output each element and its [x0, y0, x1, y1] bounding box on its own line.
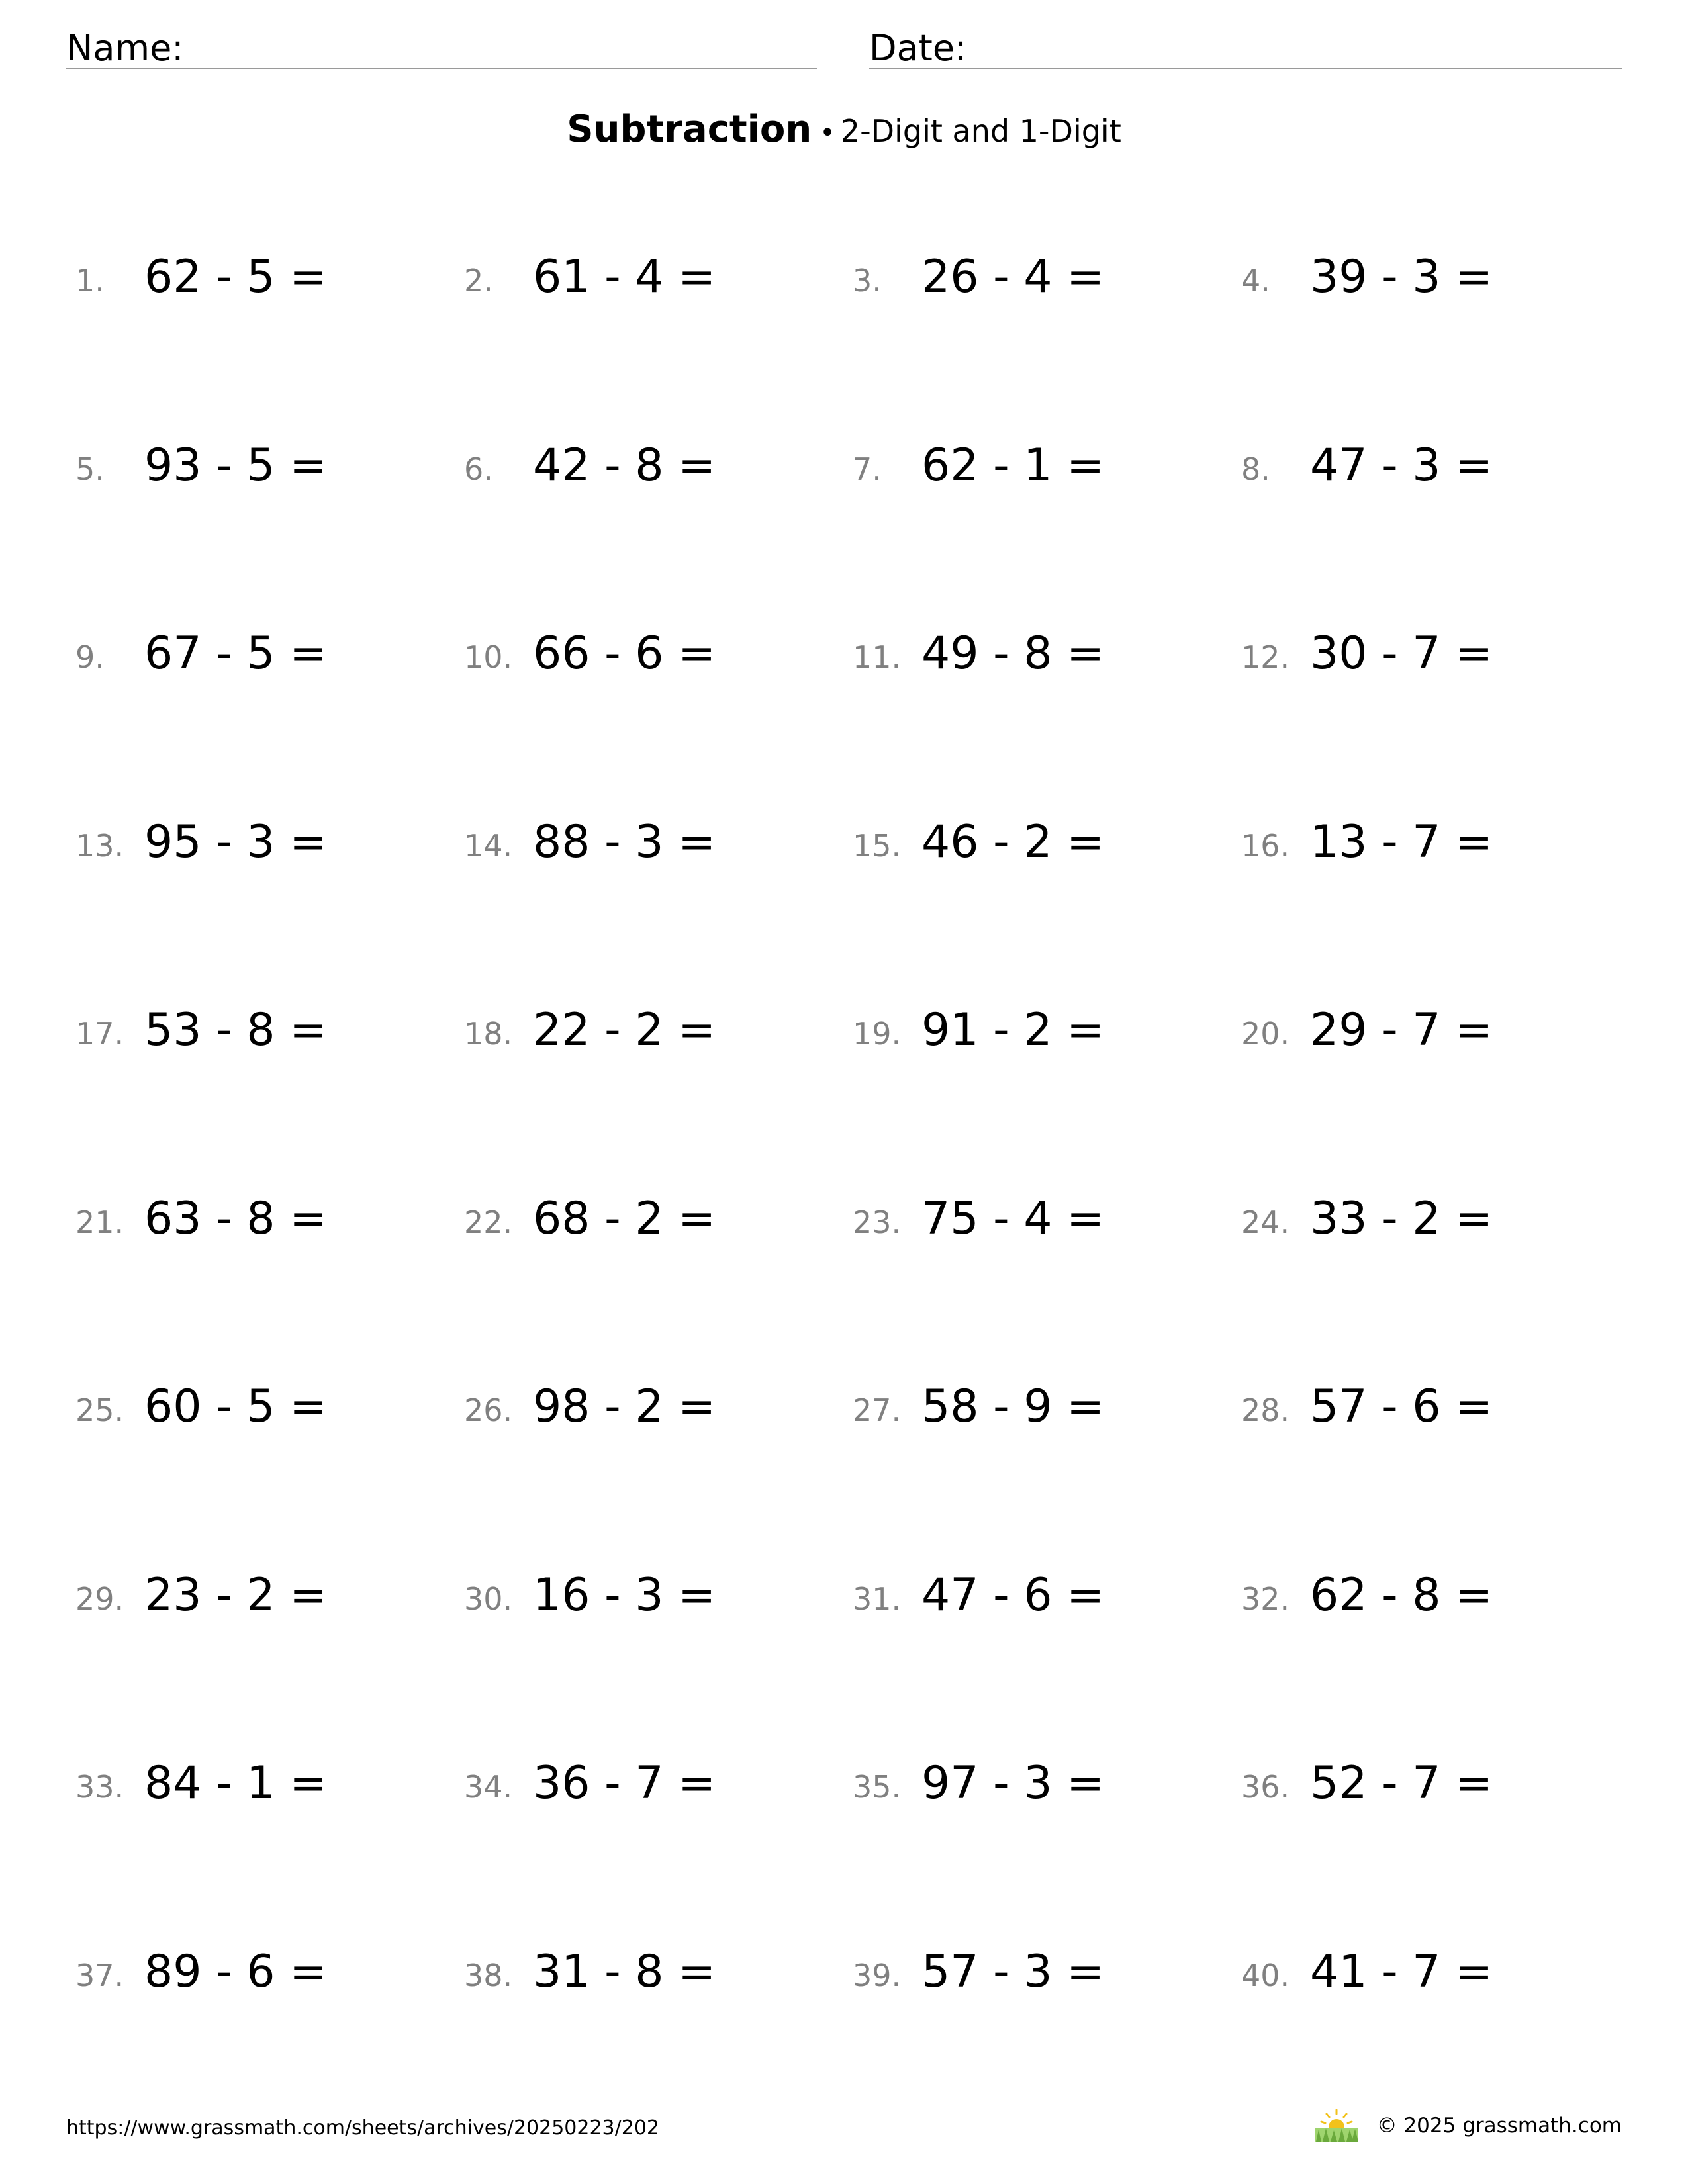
problem-number: 26. — [464, 1392, 513, 1428]
problem-item — [1241, 253, 1612, 313]
problem-number: 25. — [75, 1392, 124, 1428]
problem-number: 39. — [853, 1957, 902, 1993]
problem-item — [853, 815, 1223, 878]
title-separator: • — [820, 118, 835, 148]
problem-item — [1241, 627, 1612, 690]
problem-expression: 49 - 8 = — [921, 627, 1105, 680]
problem-expression: 60 - 5 = — [144, 1381, 328, 1433]
problem-item — [75, 627, 446, 690]
problem-number: 19. — [853, 1016, 902, 1052]
problem-number: 23. — [853, 1204, 902, 1240]
problem-number: 32. — [1241, 1580, 1290, 1617]
problem-expression: 42 - 8 = — [533, 439, 716, 492]
problem-item — [853, 1757, 1223, 1819]
problem-expression: 41 - 7 = — [1310, 1945, 1493, 1998]
problem-expression: 16 - 3 = — [533, 1569, 716, 1621]
problem-number: 40. — [1241, 1957, 1290, 1993]
problem-item — [1241, 1192, 1612, 1255]
problem-expression: 89 - 6 = — [144, 1945, 328, 1998]
problem-expression: 88 - 3 = — [533, 815, 716, 868]
problem-number: 18. — [464, 1016, 513, 1052]
footer-url: https://www.grassmath.com/sheets/archives/20250223/202 — [66, 2116, 660, 2140]
problem-expression: 36 - 7 = — [533, 1757, 716, 1809]
problem-expression: 62 - 1 = — [921, 439, 1105, 492]
problem-item — [1241, 1945, 1612, 2008]
problem-item — [464, 1004, 835, 1066]
problem-expression: 46 - 2 = — [921, 815, 1105, 868]
problem-expression: 98 - 2 = — [533, 1381, 716, 1433]
problem-number: 37. — [75, 1957, 124, 1993]
problem-number: 33. — [75, 1769, 124, 1805]
sun-over-grass-icon — [1313, 2109, 1360, 2143]
problem-item — [1241, 815, 1612, 878]
title-main: Subtraction — [567, 108, 812, 151]
problem-item — [464, 627, 835, 690]
problem-item — [853, 1004, 1223, 1066]
problem-number: 29. — [75, 1580, 124, 1617]
problem-number: 22. — [464, 1204, 513, 1240]
problem-expression: 47 - 6 = — [921, 1569, 1105, 1621]
problem-item — [464, 1569, 835, 1631]
problem-number: 20. — [1241, 1016, 1290, 1052]
problem-expression: 57 - 3 = — [921, 1945, 1105, 1998]
problem-number: 7. — [853, 451, 882, 487]
problem-item — [1241, 439, 1612, 502]
problem-expression: 66 - 6 = — [533, 627, 716, 680]
problem-number: 24. — [1241, 1204, 1290, 1240]
problem-expression: 33 - 2 = — [1310, 1192, 1493, 1245]
problem-expression: 62 - 8 = — [1310, 1569, 1493, 1621]
problem-number: 8. — [1241, 451, 1270, 487]
problem-expression: 61 - 4 = — [533, 251, 716, 303]
problem-number: 13. — [75, 827, 124, 864]
problem-expression: 75 - 4 = — [921, 1192, 1105, 1245]
problem-expression: 47 - 3 = — [1310, 439, 1493, 492]
problem-expression: 39 - 3 = — [1310, 251, 1493, 303]
problem-expression: 31 - 8 = — [533, 1945, 716, 1998]
problem-item — [853, 439, 1223, 502]
problem-item — [464, 815, 835, 878]
problem-item — [75, 1383, 446, 1443]
problem-expression: 26 - 4 = — [921, 251, 1105, 303]
problem-expression: 13 - 7 = — [1310, 815, 1493, 868]
problem-item — [1241, 1383, 1612, 1443]
problem-number: 10. — [464, 639, 513, 675]
problem-expression: 52 - 7 = — [1310, 1757, 1493, 1809]
problem-expression: 95 - 3 = — [144, 815, 328, 868]
problem-number: 5. — [75, 451, 105, 487]
problem-expression: 22 - 2 = — [533, 1004, 716, 1056]
problem-number: 14. — [464, 827, 513, 864]
problem-number: 12. — [1241, 639, 1290, 675]
problem-number: 1. — [75, 263, 105, 298]
problem-number: 34. — [464, 1769, 513, 1805]
problem-number: 4. — [1241, 263, 1270, 298]
problem-number: 2. — [464, 263, 493, 298]
problem-item — [464, 1192, 835, 1255]
problem-item — [853, 1192, 1223, 1255]
name-label: Name: — [66, 27, 184, 69]
problem-number: 21. — [75, 1204, 124, 1240]
problem-item — [1241, 1757, 1612, 1819]
problem-number: 31. — [853, 1580, 902, 1617]
problem-number: 28. — [1241, 1392, 1290, 1428]
problem-item — [1241, 1004, 1612, 1066]
problem-item — [464, 1757, 835, 1819]
problem-expression: 93 - 5 = — [144, 439, 328, 492]
problem-expression: 58 - 9 = — [921, 1381, 1105, 1433]
problem-number: 35. — [853, 1769, 902, 1805]
problem-expression: 68 - 2 = — [533, 1192, 716, 1245]
problem-item — [75, 1192, 446, 1255]
problem-number: 27. — [853, 1392, 902, 1428]
problem-item — [75, 439, 446, 502]
problem-expression: 23 - 2 = — [144, 1569, 328, 1621]
problem-item — [464, 1383, 835, 1443]
problem-item — [75, 1569, 446, 1631]
problem-item — [464, 1945, 835, 2008]
copyright-text: © 2025 grassmath.com — [1376, 2114, 1622, 2138]
problem-item — [853, 627, 1223, 690]
problem-item — [853, 1569, 1223, 1631]
problem-item — [75, 1004, 446, 1066]
problem-expression: 97 - 3 = — [921, 1757, 1105, 1809]
problem-item — [75, 815, 446, 878]
problem-expression: 57 - 6 = — [1310, 1381, 1493, 1433]
problem-number: 11. — [853, 639, 902, 675]
problem-item — [75, 1945, 446, 2008]
problem-item — [1241, 1569, 1612, 1631]
problem-number: 30. — [464, 1580, 513, 1617]
problem-expression: 29 - 7 = — [1310, 1004, 1493, 1056]
problem-number: 6. — [464, 451, 493, 487]
problem-number: 9. — [75, 639, 105, 675]
date-label: Date: — [869, 27, 967, 69]
problem-expression: 53 - 8 = — [144, 1004, 328, 1056]
problem-item — [75, 253, 446, 313]
problem-expression: 67 - 5 = — [144, 627, 328, 680]
problem-number: 36. — [1241, 1769, 1290, 1805]
problem-expression: 91 - 2 = — [921, 1004, 1105, 1056]
problem-expression: 63 - 8 = — [144, 1192, 328, 1245]
problem-expression: 62 - 5 = — [144, 251, 328, 303]
problem-item — [853, 253, 1223, 313]
problem-item — [853, 1945, 1223, 2008]
problem-number: 17. — [75, 1016, 124, 1052]
problem-item — [853, 1383, 1223, 1443]
problem-number: 16. — [1241, 827, 1290, 864]
problem-item — [464, 439, 835, 502]
problem-number: 38. — [464, 1957, 513, 1993]
problem-number: 15. — [853, 827, 902, 864]
problem-item — [464, 253, 835, 313]
footer-brand — [1313, 2106, 1622, 2146]
problem-number: 3. — [853, 263, 882, 298]
problem-expression: 30 - 7 = — [1310, 627, 1493, 680]
problem-expression: 84 - 1 = — [144, 1757, 328, 1809]
problem-item — [75, 1757, 446, 1819]
title-subtitle: 2-Digit and 1-Digit — [840, 113, 1121, 149]
